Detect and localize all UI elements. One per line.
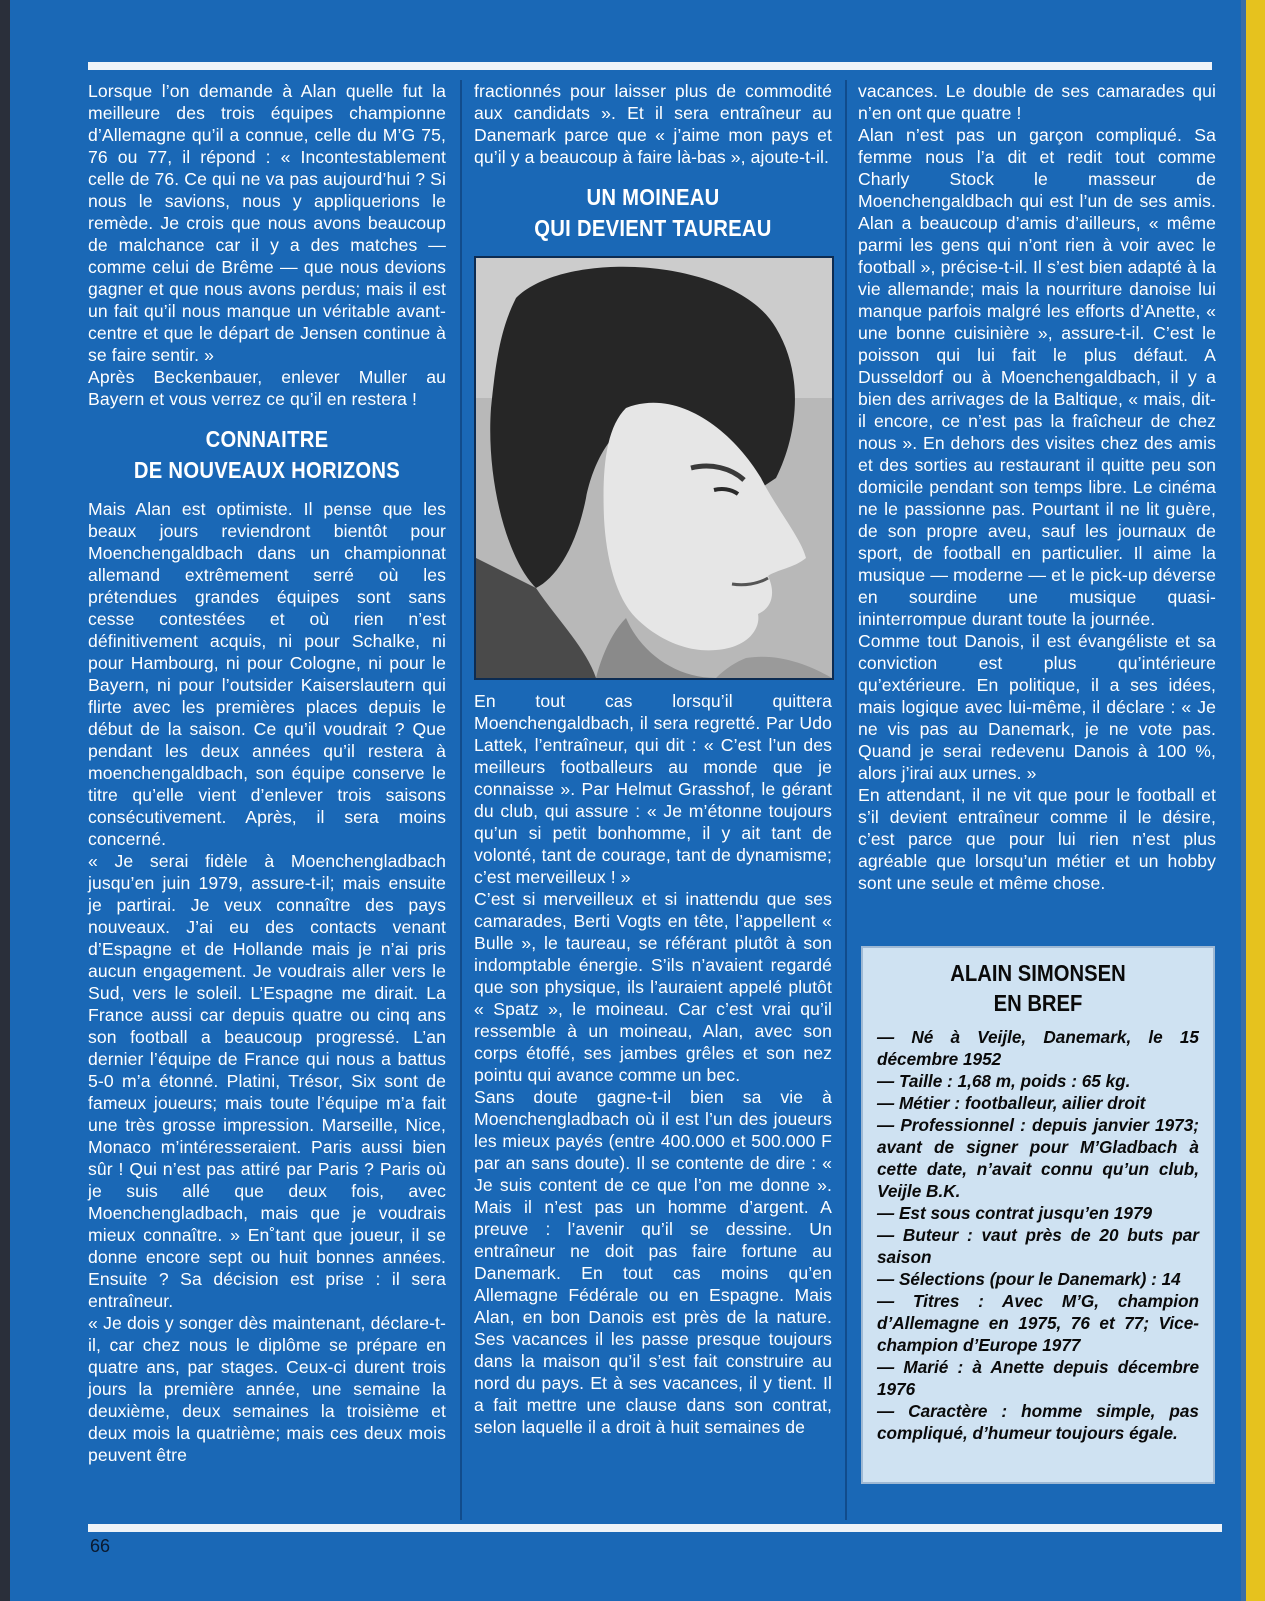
fact-item: — Marié : à Anette depuis décembre 1976 <box>877 1357 1199 1399</box>
column-divider <box>845 80 847 1520</box>
heading-line: CONNAITRE <box>205 426 329 452</box>
paragraph: « Je dois y songer dès maintenant, déclare-t-il, car chez nous le diplôme se prépare en quatre ans, par stages. Ceux-ci durent trois jours la première année, une semaine la deuxième, deux semaines la troisième et deux mois la quatrième; mais ces deux mois peuvent être <box>88 1313 446 1465</box>
article-column-3 <box>858 80 1216 894</box>
paragraph: fractionnés pour laisser plus de commodité aux candidats ». Et il sera entraîneur au Danemark parce que « j’aime mon pays et qu’il y a beaucoup à faire là-bas », ajoute-t-il. <box>474 81 832 167</box>
paragraph: Comme tout Danois, il est évangéliste et sa conviction est plus qu’intérieure qu’extérieure. En politique, il a ses idées, mais logique avec lui-même, il déclare : « Je ne vis pas au Danemark, je ne vote pas. Quand je serai redevenu Danois à 100 %, alors j’irai aux urnes. » <box>858 631 1216 783</box>
top-rule <box>88 62 1212 70</box>
page-number: 66 <box>90 1536 111 1556</box>
fact-item: — Caractère : homme simple, pas compliqué, d’humeur toujours égale. <box>877 1401 1199 1443</box>
title-line: ALAIN SIMONSEN <box>950 960 1126 986</box>
article-column-2 <box>474 80 832 1438</box>
yellow-page-edge <box>1246 0 1265 1601</box>
fact-item: — Métier : footballeur, ailier droit <box>877 1093 1146 1113</box>
fact-item: — Buteur : vaut près de 20 buts par saison <box>877 1225 1199 1267</box>
paragraph: vacances. Le double de ses camarades qui n’en ont que quatre ! <box>858 81 1216 123</box>
bottom-rule <box>88 1524 1222 1532</box>
paragraph: C’est si merveilleux et si inattendu que ses camarades, Berti Vogts en tête, l’appellent « Bulle », le taureau, se référant plutôt à son indomptable énergie. S’ils n’avaient regardé que son physique, ils l’auraient appelé plutôt « Spatz », le moineau. Car c’est vrai qu’il ressemble à un moineau, Alan, avec son corps étoffé, ses jambes grêles et son nez pointu qui avance comme un bec. <box>474 889 832 1085</box>
section-heading <box>495 182 810 244</box>
paragraph: En tout cas lorsqu’il quittera Moenchengaldbach, il sera regretté. Par Udo Lattek, l’entraîneur, qui dit : « C’est l’un des meilleurs footballeurs au monde que je connaisse ». Par Helmut Grasshof, le gérant du club, qui assure : « Je m’étonne toujours qu’un si petit bonhomme, il y ait tant de volonté, tant de courage, tant de dynamisme; c’est merveilleux ! » <box>474 691 832 887</box>
fact-item: — Est sous contrat jusqu’en 1979 <box>877 1203 1153 1223</box>
paragraph: « Je serai fidèle à Moenchengladbach jusqu’en juin 1979, assure-t-il; mais ensuite je partirai. Je veux connaître des pays nouveaux. J’ai eu des contacts venant d’Espagne et de Hollande mais je n’ai pris aucun engagement. Je voudrais aller vers le Sud, vers le soleil. L’Espagne me dirait. La France aussi car depuis quatre ou cinq ans son football a beaucoup progressé. L’an dernier l’équipe de France qui nous a battus 5-0 m’a étonné. Platini, Trésor, Six sont de fameux joueurs; mais toute l’équipe m’a fait une très grosse impression. Marseille, Nice, Monaco m’intéresseraient. Paris aussi bien sûr ! Qui n’est pas attiré par Paris ? Paris où je suis allé que deux fois, avec Moenchengladbach, mais que je voudrais mieux connaître. » En˚tant que joueur, il se donne encore sept ou huit bonnes années. Ensuite ? Sa décision est prise : il sera entraîneur. <box>88 851 446 1311</box>
player-facts-box <box>861 946 1215 1484</box>
paragraph: En attendant, il ne vit que pour le football et s’il devient entraîneur comme il le désire, c’est parce que pour lui rien n’est plus agréable que lorsqu’un métier et un hobby sont une seule et même chose. <box>858 785 1216 893</box>
fact-item: — Sélections (pour le Danemark) : 14 <box>877 1269 1181 1289</box>
heading-line: UN MOINEAU <box>586 184 720 210</box>
heading-line: DE NOUVEAUX HORIZONS <box>133 457 401 483</box>
fact-item: — Titres : Avec M’G, champion d’Allemagne en 1975, 76 et 77; Vice-champion d’Europe 1977 <box>877 1291 1199 1355</box>
page-gutter-shadow <box>0 0 10 1601</box>
paragraph: Après Beckenbauer, enlever Muller au Bayern et vous verrez ce qu’il en restera ! <box>88 367 446 409</box>
fact-item: — Taille : 1,68 m, poids : 65 kg. <box>877 1071 1131 1091</box>
fact-item: — Professionnel : depuis janvier 1973; avant de signer pour M’Gladbach à cette date, n’avait connu qu’un club, Veijle B.K. <box>877 1115 1199 1201</box>
paragraph: Mais Alan est optimiste. Il pense que les beaux jours reviendront bientôt pour Moenchengaldbach dans un championnat allemand extrêmement serré où les prétendues grandes équipes sont sans cesse contestées et où rien n’est définitivement acquis, ni pour Schalke, ni pour Hambourg, ni pour Cologne, ni pour le Bayern, ni pour l’outsider Kaiserslautern qui flirte avec les premières places depuis le début de la saison. Ce qu’il voudrait ? Que pendant les deux années qu’il restera à moenchengaldbach, son équipe conserve le titre qu’elle vient d’enlever trois saisons consécutivement. Après, il sera moins concerné. <box>88 499 446 849</box>
heading-line: QUI DEVIENT TAUREAU <box>534 215 772 241</box>
column-divider <box>460 80 462 1520</box>
facts-box-title <box>896 958 1179 1018</box>
fact-item: — Né à Veijle, Danemark, le 15 décembre 1952 <box>877 1027 1199 1069</box>
paragraph: Alan n’est pas un garçon compliqué. Sa femme nous l’a dit et redit tout comme Charly Stock le masseur de Moenchengaldbach qui est l’un de ses amis. Alan a beaucoup d’amis d’ailleurs, « même parmi les gens qui n’ont rien à voir avec le football », précise-t-il. Il s’est bien adapté à la vie allemande; mais la nourriture danoise lui manque parfois malgré les efforts d’Anette, « une bonne cuisinière », assure-t-il. C’est le poisson qui lui fait le plus défaut. A Dusseldorf ou à Moenchengaldbach, il y a bien des arrivages de la Baltique, « mais, dit-il encore, ce n’est pas la fraîcheur de chez nous ». En dehors des visites chez des amis et des sorties au restaurant il quitte peu son domicile pendant son temps libre. Le cinéma ne le passionne pas. Pourtant il ne lit guère, de son propre aveu, sauf les journaux de sport, de football en particulier. Il aime la musique — moderne — et le pick-up déverse en sourdine une musique quasi-ininterrompue durant toute la journée. <box>858 125 1216 629</box>
paragraph: Lorsque l’on demande à Alan quelle fut la meilleure des trois équipes championne d’Allemagne qu’il a connue, celle du M’G 75, 76 ou 77, il répond : « Incontestablement celle de 76. Ce qui ne va pas aujourd’hui ? Si nous le savions, nous y appliquerions le remède. Je crois que nous avons beaucoup de malchance car il y a des matches — comme celui de Brême — que nous devions gagner et que nous avons perdus; mais il est un fait qu’il nous manque un véritable avant-centre et que le départ de Jensen continue à se faire sentir. » <box>88 81 446 365</box>
portrait-illustration <box>476 258 832 678</box>
title-line: EN BREF <box>993 990 1083 1016</box>
article-column-1 <box>88 80 446 1466</box>
paragraph: Sans doute gagne-t-il bien sa vie à Moenchengladbach où il est l’un des joueurs les mieux payés (entre 400.000 et 500.000 F par an sans doute). Il se contente de dire : « Je suis content de ce que l’on me donne ». Mais il n’est pas un homme d’argent. A preuve : l’avenir qu’il se dessine. Un entraîneur ne doit pas faire fortune au Danemark. En tout cas moins qu’en Allemagne Fédérale ou en Espagne. Mais Alan, en bon Danois est près de la nature. Ses vacances il les passe presque toujours dans la maison qu’il s’est fait construire au nord du pays. Et à ses vacances, il y tient. Il a fait mettre une clause dans son contrat, selon laquelle il a droit à huit semaines de <box>474 1087 832 1437</box>
section-heading <box>109 424 424 486</box>
player-portrait-photo <box>474 256 834 680</box>
